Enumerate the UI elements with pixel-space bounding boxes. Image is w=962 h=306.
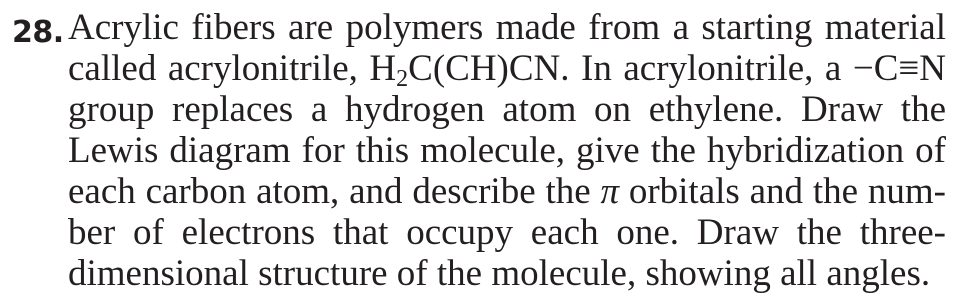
problem-number: 28. [12,15,64,50]
text-segment: called acrylonitrile, H [68,48,397,89]
subscript: 2 [396,66,409,92]
problem-text-line-5 [68,171,946,213]
problem-text-line-3: group replaces a hydrogen atom on ethylene. Draw the [68,89,946,130]
text-segment: orbitals and the num- [619,171,946,212]
problem-text-line-7: dimensional structure of the molecule, showing all angles. [68,253,931,294]
problem-text-line-2 [68,48,946,90]
problem-text-line-4: Lewis diagram for this molecule, give the hybridization of [68,130,946,171]
pi-symbol: π [600,171,620,212]
text-segment: each carbon atom, and describe the [68,171,601,212]
problem-text-line-1: Acrylic fibers are polymers made from a starting material [68,7,946,48]
problem-text-line-6: ber of electrons that occupy each one. Draw the three- [68,212,946,253]
text-segment: C(CH)CN. In acrylonitrile, a −C≡N [408,48,946,89]
